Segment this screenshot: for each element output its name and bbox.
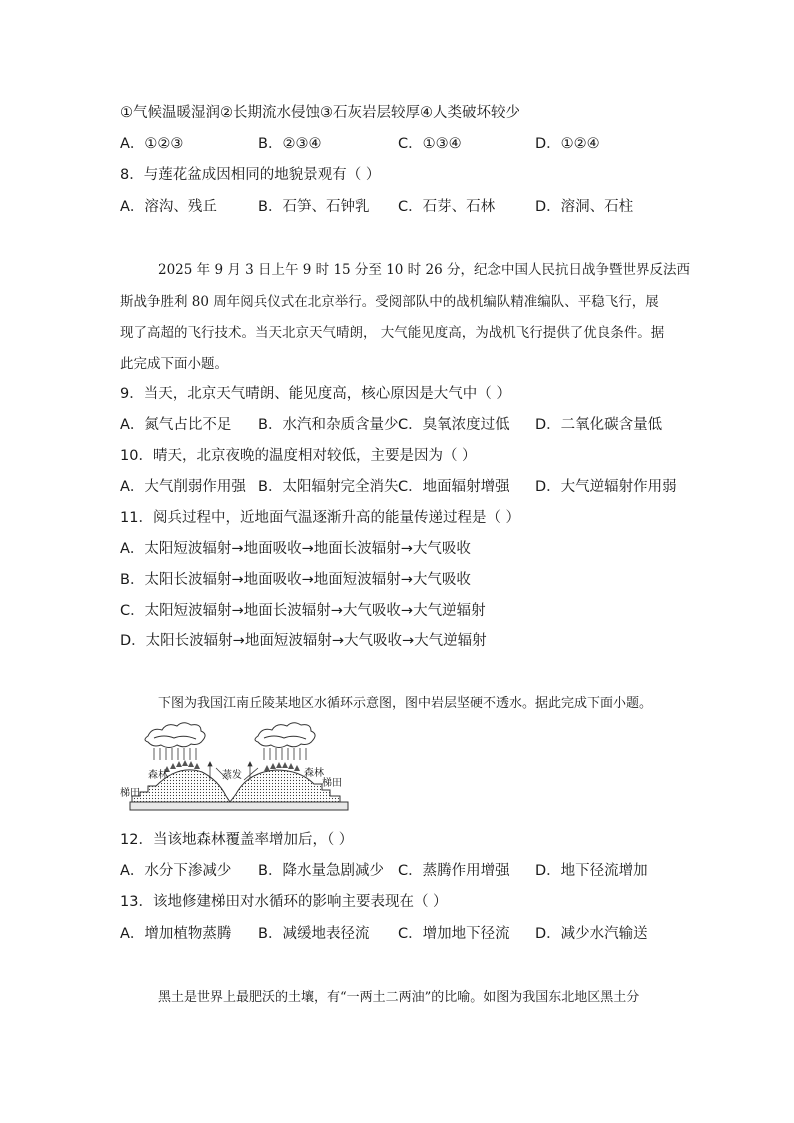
q13-option-d: D．减少水汽输送	[535, 926, 648, 942]
hill-left	[132, 770, 230, 802]
q13-option-a: A．增加植物蒸腾	[120, 926, 232, 942]
q12-option-d: D．地下径流增加	[535, 863, 648, 879]
q11-option-c: C．太阳短波辐射→地面长波辐射→大气吸收→大气逆辐射	[120, 603, 486, 619]
passage1-line-2: 斯战争胜利 80 周年阅兵仪式在北京举行。受阅部队中的战机编队精准编队、平稳飞行，展	[120, 294, 659, 310]
q7-option-d: D．①②④	[535, 136, 600, 152]
q12-option-b: B．降水量急剧减少	[258, 863, 384, 879]
q10-stem: 10．晴天，北京夜晚的温度相对较低，主要是因为（ ）	[120, 448, 477, 464]
q13-stem: 13．该地修建梯田对水循环的影响主要表现在（ ）	[120, 894, 448, 910]
q7-factors: ①气候温暖湿润②长期流水侵蚀③石灰岩层较厚④人类破坏较少	[120, 105, 520, 121]
label-terrace-right: 梯田	[322, 778, 342, 789]
passage1-line-3: 现了高超的飞行技术。当天北京天气晴朗， 大气能见度高，为战机飞行提供了优良条件。据	[120, 325, 665, 341]
passage3-text: 黑土是世界上最肥沃的土壤，有“一两土二两油”的比喻。如图为我国东北地区黑土分	[158, 990, 640, 1005]
q13-option-b: B．减缓地表径流	[258, 926, 370, 942]
q9-option-a: A．氮气占比不足	[120, 417, 232, 433]
q11-stem: 11．阅兵过程中，近地面气温逐渐升高的能量传递过程是（ ）	[120, 510, 521, 526]
label-evaporation: 蒸发	[222, 770, 242, 781]
q11-option-b: B．太阳长波辐射→地面吸收→地面短波辐射→大气吸收	[120, 572, 471, 588]
passage2-text: 下图为我国江南丘陵某地区水循环示意图，图中岩层坚硬不透水。据此完成下面小题。	[158, 696, 653, 711]
q12-stem: 12．当该地森林覆盖率增加后，（ ）	[120, 832, 354, 848]
label-terrace-left: 梯田	[120, 788, 140, 799]
q7-option-b: B．②③④	[258, 136, 322, 152]
cloud-right-icon	[255, 723, 315, 748]
cloud-left-icon	[145, 723, 205, 748]
q9-option-c: C．臭氧浓度过低	[398, 417, 510, 433]
q7-option-a: A．①②③	[120, 136, 184, 152]
q12-option-c: C．蒸腾作用增强	[398, 863, 510, 879]
q10-option-a: A．大气削弱作用强	[120, 479, 246, 495]
passage1-line-4: 此完成下面小题。	[120, 356, 228, 372]
q8-option-c: C．石芽、石林	[398, 199, 496, 215]
q10-option-c: C．地面辐射增强	[398, 479, 510, 495]
q8-option-b: B．石笋、石钟乳	[258, 199, 370, 215]
q12-option-a: A．水分下渗减少	[120, 863, 232, 879]
passage1-line-1: 2025 年 9 月 3 日上午 9 时 15 分至 10 时 26 分，纪念中国人民抗日战争暨世界反法西	[158, 262, 690, 278]
label-forest-right: 森林	[304, 768, 324, 779]
bedrock-layer	[130, 802, 348, 810]
rain-arrows-right	[264, 748, 306, 760]
q8-stem: 8．与莲花盆成因相同的地貌景观有（ ）	[120, 167, 381, 183]
q11-option-d: D．太阳长波辐射→地面短波辐射→大气吸收→大气逆辐射	[120, 633, 487, 649]
forest-right-icon	[264, 762, 300, 771]
q10-option-d: D．大气逆辐射作用弱	[535, 479, 677, 495]
q9-option-b: B．水汽和杂质含量少	[258, 417, 399, 433]
water-cycle-diagram	[118, 722, 350, 814]
q9-stem: 9．当天，北京天气晴朗、能见度高，核心原因是大气中（ ）	[120, 386, 511, 402]
q8-option-a: A．溶沟、残丘	[120, 199, 217, 215]
q7-option-c: C．①③④	[398, 136, 462, 152]
q9-option-d: D．二氧化碳含量低	[535, 417, 663, 433]
q11-option-a: A．太阳短波辐射→地面吸收→地面长波辐射→大气吸收	[120, 541, 471, 557]
q8-option-d: D．溶洞、石柱	[535, 199, 634, 215]
q10-option-b: B．太阳辐射完全消失	[258, 479, 399, 495]
q13-option-c: C．增加地下径流	[398, 926, 510, 942]
label-forest-left: 森林	[148, 770, 168, 781]
rain-arrows-left	[154, 748, 196, 760]
